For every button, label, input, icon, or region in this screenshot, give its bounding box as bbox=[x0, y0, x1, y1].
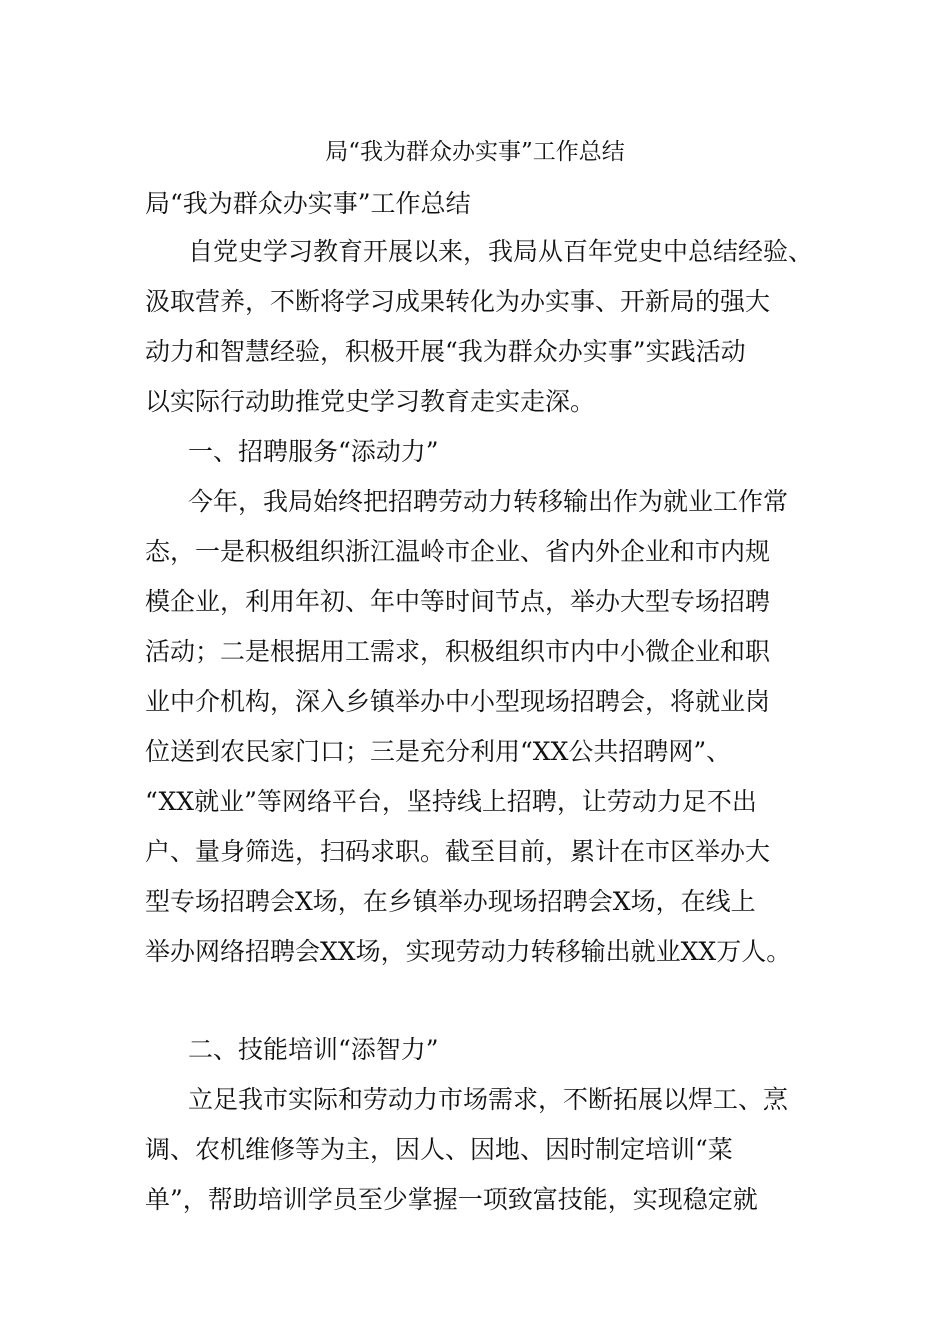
paragraph-line: 业中介机构，深入乡镇举办中小型现场招聘会，将就业岗 bbox=[145, 687, 771, 716]
paragraph-line: 汲取营养，不断将学习成果转化为办实事、开新局的强大 bbox=[145, 287, 771, 316]
paragraph-line: 今年，我局始终把招聘劳动力转移输出作为就业工作常 bbox=[188, 487, 789, 516]
paragraph-line: 户、量身筛选，扫码求职。截至目前，累计在市区举办大 bbox=[145, 837, 771, 866]
paragraph-line: 模企业，利用年初、年中等时间节点，举办大型专场招聘 bbox=[145, 587, 771, 616]
paragraph-line: 动力和智慧经验，积极开展“我为群众办实事”实践活动 bbox=[145, 337, 746, 366]
paragraph-line: 立足我市实际和劳动力市场需求，不断拓展以焊工、烹 bbox=[188, 1085, 789, 1114]
section-heading-recruitment: 一、招聘服务“添动力” bbox=[188, 437, 439, 466]
paragraph-line: 举办网络招聘会XX场，实现劳动力转移输出就业XX万人。 bbox=[145, 937, 792, 966]
paragraph-line: 以实际行动助推党史学习教育走实走深。 bbox=[145, 387, 596, 416]
paragraph-line: “XX就业”等网络平台，坚持线上招聘，让劳动力足不出 bbox=[145, 787, 757, 816]
paragraph-line: 调、农机维修等为主，因人、因地、因时制定培训“菜 bbox=[145, 1135, 733, 1164]
paragraph-line: 活动；二是根据用工需求，积极组织市内中小微企业和职 bbox=[145, 637, 771, 666]
section-heading-training: 二、技能培训“添智力” bbox=[188, 1035, 439, 1064]
paragraph-line: 自党史学习教育开展以来，我局从百年党史中总结经验、 bbox=[188, 237, 814, 266]
paragraph-line: 态，一是积极组织浙江温岭市企业、省内外企业和市内规 bbox=[145, 537, 771, 566]
paragraph-line: 位送到农民家门口；三是充分利用“XX公共招聘网”、 bbox=[145, 737, 732, 766]
paragraph-line: 型专场招聘会X场，在乡镇举办现场招聘会X场，在线上 bbox=[145, 887, 756, 916]
document-subtitle: 局“我为群众办实事”工作总结 bbox=[145, 189, 471, 218]
document-title: 局“我为群众办实事”工作总结 bbox=[325, 139, 625, 165]
paragraph-line: 单”，帮助培训学员至少掌握一项致富技能，实现稳定就 bbox=[145, 1185, 758, 1214]
